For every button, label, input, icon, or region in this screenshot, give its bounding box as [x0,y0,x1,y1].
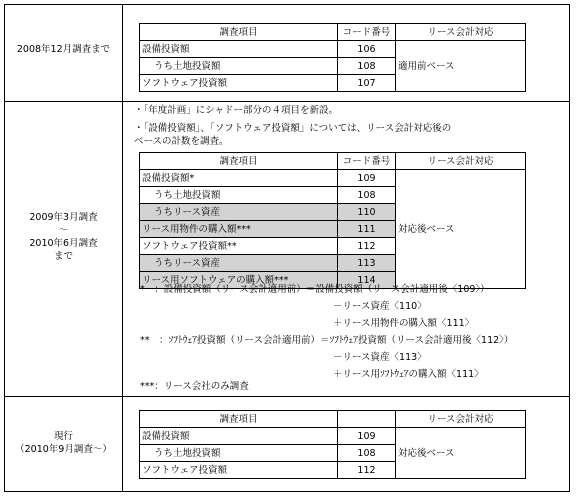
period-label-2008: 2008年12月調査まで [16,44,111,55]
row-label: 設備投資額 [140,428,338,445]
row-label-shaded: うちリース資産 [140,204,338,221]
row-label: うち土地投資額 [140,187,338,204]
period-label-2009-2010 [5,211,122,263]
definition-capex-minus: －リース資産〈110〉 [333,301,427,312]
row-label: ソフトウェア投資額 [140,462,338,479]
row-label: うち土地投資額 [140,58,338,75]
header-acct: リース会計対応 [396,24,526,41]
row-code-shaded: 110 [338,204,396,221]
row-code-shaded: 113 [338,255,396,272]
period-line: 現行 [53,431,73,442]
definition-capex-plus: ＋リース用物件の購入額〈111〉 [333,318,475,329]
row-code-shaded: 111 [338,221,396,238]
definition-software-minus: －リース資産〈113〉 [333,352,427,363]
row-label: うち土地投資額 [140,445,338,462]
header-item: 調査項目 [140,153,338,170]
row-code: 106 [338,41,396,58]
row-code: 109 [338,428,396,445]
note-basis-line1: ・「設備投資額」、「ソフトウェア投資額」については、リース会計対応後の [134,123,452,134]
definition-lease-only: ***：リース会社のみ調査 [140,381,249,392]
items-table-current [139,410,526,479]
header-acct: リース会計対応 [396,153,526,170]
row-code: 109 [338,170,396,187]
definition-capex: * ：設備投資額（リース会計適用前）＝設備投資額（リース会計適用後〈109〉） [140,284,490,295]
period-line: 2010年6月調査 [29,238,98,249]
acct-value: 対応後ベース [396,428,526,479]
header-item: 調査項目 [140,24,338,41]
row-code: 108 [338,445,396,462]
row-code: 112 [338,462,396,479]
acct-value: 適用前ベース [396,41,526,92]
row-label: ソフトウェア投資額** [140,238,338,255]
section-divider-1 [4,101,570,102]
header-item: 調査項目 [140,411,338,428]
row-code: 107 [338,75,396,92]
row-label-shaded: リース用物件の購入額*** [140,221,338,238]
header-code: コード番号 [338,24,396,41]
row-label-shaded: うちリース資産 [140,255,338,272]
period-line: ～ [58,225,69,236]
row-label-shaded: リース用ソフトウェアの購入額*** [140,272,338,289]
definition-software: ** ：ｿﾌﾄｳｪｱ投資額（リース会計適用前）＝ｿﾌﾄｳｪｱ投資額（リース会計適用後〈112〉） [140,335,514,346]
period-label-current [5,430,122,456]
note-new-items: ・「年度計画」にシャドー部分の４項目を新設。 [134,105,339,116]
header-acct: リース会計対応 [396,411,526,428]
row-code: 108 [338,187,396,204]
items-table-2008 [139,23,526,92]
period-line: 2009年3月調査 [29,212,98,223]
period-line: （2010年9月調査～） [15,444,112,455]
row-label: ソフトウェア投資額 [140,75,338,92]
section-divider-2 [4,396,570,397]
row-label: 設備投資額* [140,170,338,187]
row-code: 108 [338,58,396,75]
row-code: 112 [338,238,396,255]
acct-value: 対応後ベース [396,170,526,289]
row-label: 設備投資額 [140,41,338,58]
row-code-shaded: 114 [338,272,396,289]
note-basis-line2: ベースの計数を調査。 [134,136,229,147]
definition-software-plus: ＋リース用ｿﾌﾄｳｪｱの購入額〈111〉 [333,369,484,380]
header-code: コード番号 [338,153,396,170]
header-code [338,411,396,428]
items-table-2009 [139,152,526,289]
period-line: まで [53,251,73,262]
period-column-divider [122,4,123,492]
